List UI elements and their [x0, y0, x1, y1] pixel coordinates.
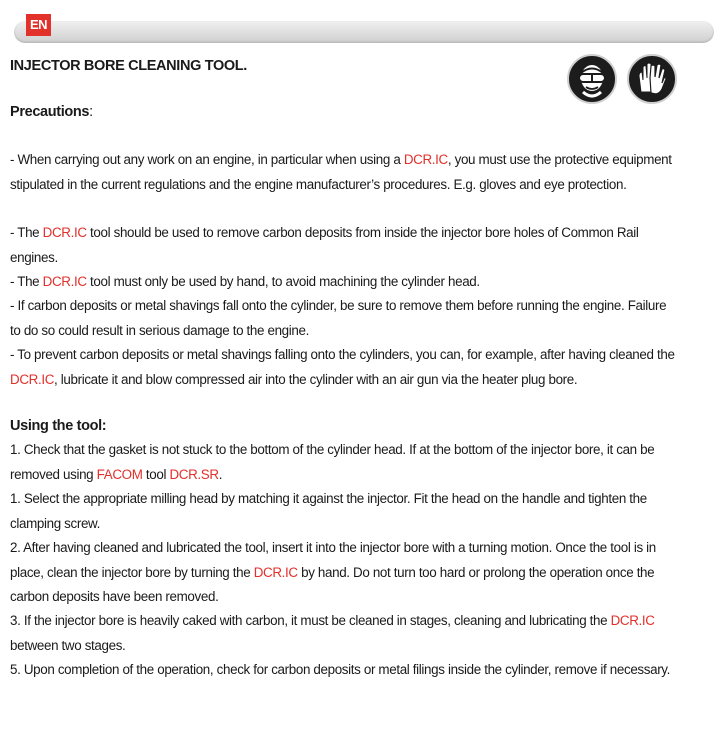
header-bar — [14, 21, 714, 43]
page-title: INJECTOR BORE CLEANING TOOL. — [10, 58, 247, 74]
document-body — [10, 54, 675, 683]
using-tool-heading: Using the tool: — [10, 418, 107, 435]
precaution-item: - The DCR.IC tool must only be used by hand, to avoid machining the cylinder head. — [10, 274, 480, 290]
precaution-item: - The DCR.IC tool should be used to remove carbon deposits from inside the injector bore holes of Common Rail engines. — [10, 225, 639, 265]
product-code: DCR.IC — [610, 613, 655, 629]
precaution-item: - To prevent carbon deposits or metal shavings falling onto the cylinders, you can, for example, after having cleaned the DCR.IC, lubricate it and blow compressed air into the cylinder with an air gun via the heater plug bore. — [10, 347, 675, 387]
product-code: DCR.IC — [253, 564, 298, 580]
product-code: DCR.IC — [10, 371, 55, 387]
step-item: 1. Check that the gasket is not stuck to the bottom of the cylinder head. If at the bottom of the injector bore, it can be removed using FACOM tool DCR.SR. — [10, 442, 655, 482]
product-code: DCR.IC — [42, 274, 87, 290]
step-item: 1. Select the appropriate milling head by matching it against the injector. Fit the head on the handle and tighten the clamping screw. — [10, 491, 647, 531]
product-code: DCR.SR — [169, 466, 219, 482]
language-badge: EN — [26, 14, 51, 36]
precaution-item: - If carbon deposits or metal shavings fall onto the cylinder, be sure to remove them before running the engine. Failure to do so could result in serious damage to the engine. — [10, 298, 667, 338]
step-item: 2. After having cleaned and lubricated the tool, insert it into the injector bore with a turning motion. Once the tool is in place, clean the injector bore by turning the DCR.IC by hand. Do not turn too hard or prolong the operation once the carbon deposits have been removed. — [10, 540, 656, 604]
step-item: 5. Upon completion of the operation, check for carbon deposits or metal filings inside the cylinder, remove if necessary. — [10, 662, 671, 678]
product-code: DCR.IC — [42, 225, 87, 241]
product-code: DCR.IC — [403, 152, 448, 168]
step-item: 3. If the injector bore is heavily caked with carbon, it must be cleaned in stages, cleaning and lubricating the DCR.IC between two stages. — [10, 613, 655, 653]
brand-name: FACOM — [96, 466, 143, 482]
precaution-item: - When carrying out any work on an engine, in particular when using a DCR.IC, you must use the protective equipment stipulated in the current regulations and the engine manufacturer’s procedures. E.g. gloves and eye protection. — [10, 152, 672, 192]
precautions-heading: Precautions: — [10, 104, 93, 120]
